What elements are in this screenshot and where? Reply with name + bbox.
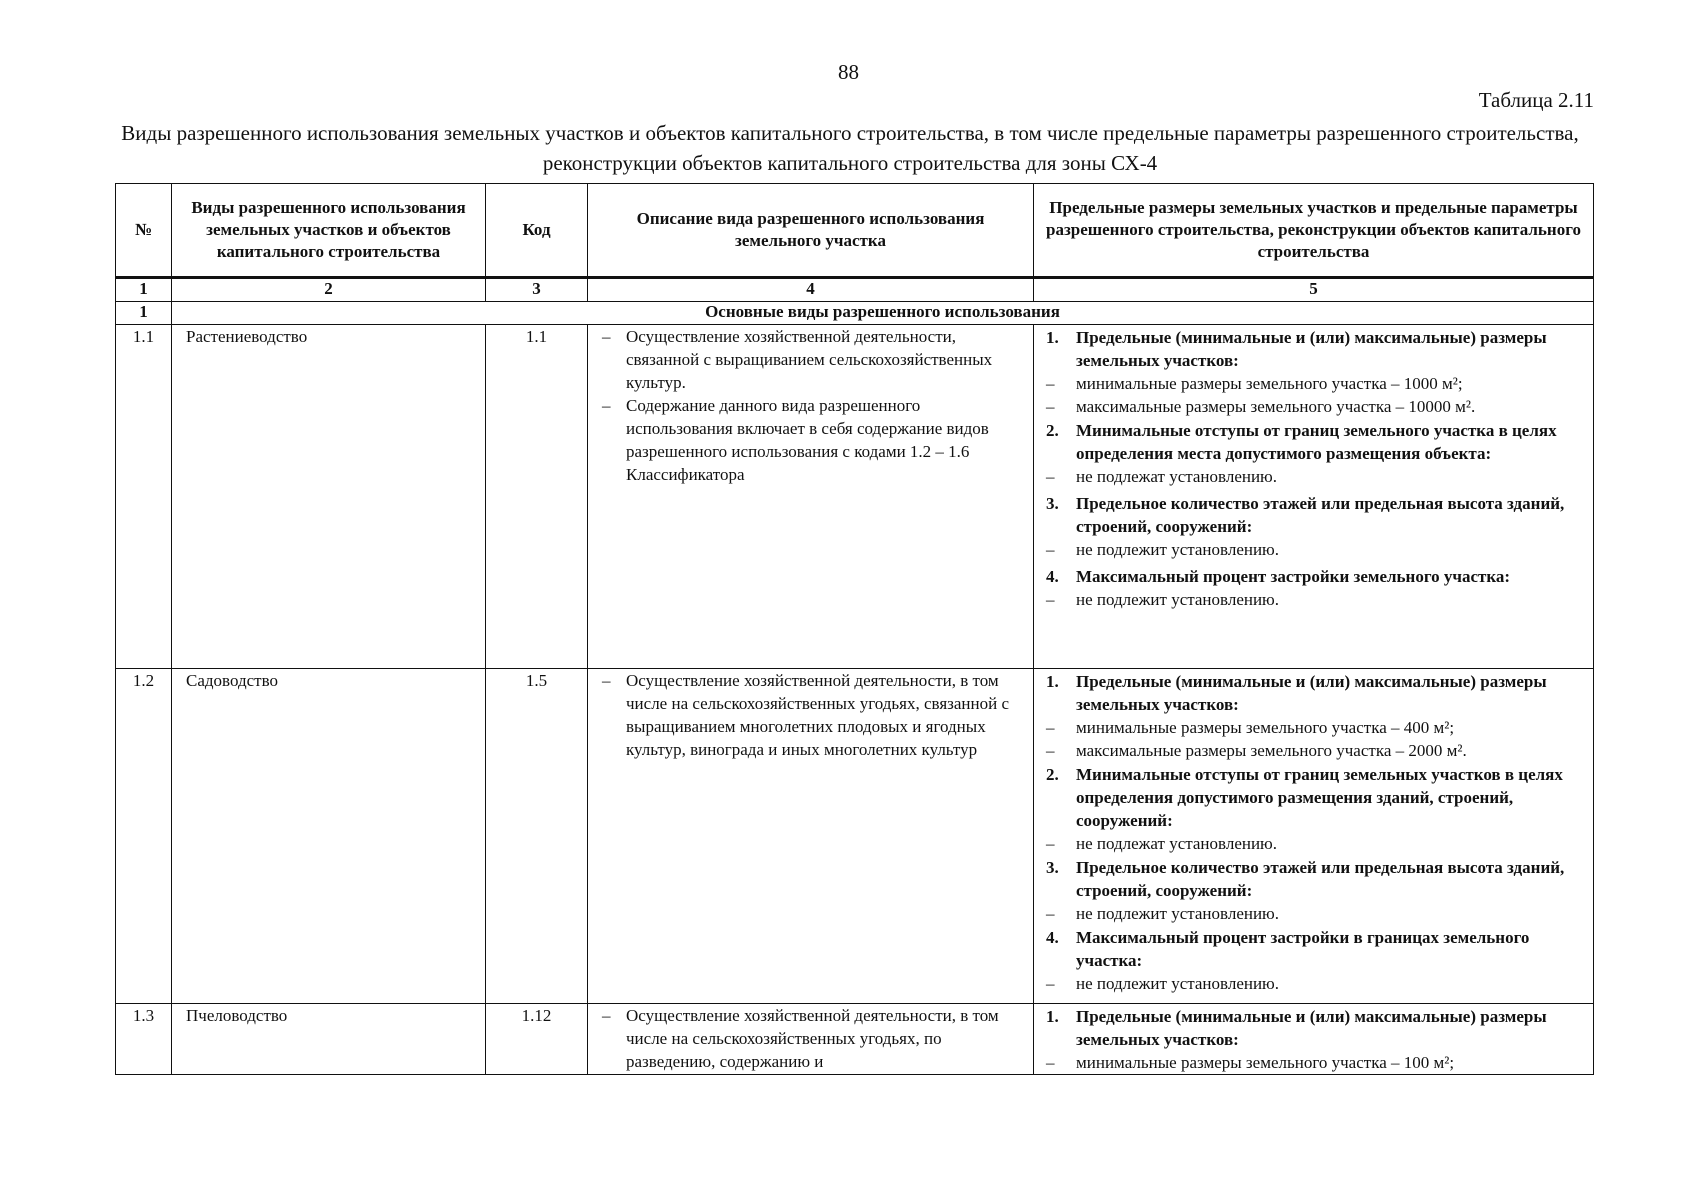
param-heading: Предельное количество этажей или предельная высота зданий, строений, сооружений:: [1076, 858, 1565, 900]
column-number: 4: [588, 278, 1034, 302]
description-item: – Осуществление хозяйственной деятельности, в том числе на сельскохозяйственных угодьях, по разведению, содержанию и: [596, 1004, 1025, 1073]
row-name: Пчеловодство: [172, 1004, 486, 1075]
param-item: – максимальные размеры земельного участка – 10000 м².: [1046, 395, 1587, 418]
param-item: – минимальные размеры земельного участка – 400 м²;: [1046, 716, 1587, 739]
section-row: [116, 302, 1594, 325]
page-number: 88: [838, 60, 859, 84]
param-number: 1.: [1046, 1007, 1059, 1026]
table-header-row: [116, 184, 1594, 278]
regulations-table: [115, 183, 1594, 1075]
param-number: 1.: [1046, 672, 1059, 691]
column-number: 1: [116, 278, 172, 302]
row-description: [588, 669, 1034, 1004]
param-heading: Предельные (минимальные и (или) максимальные) размеры земельных участков:: [1076, 672, 1547, 714]
description-item: – Осуществление хозяйственной деятельности, связанной с выращиванием сельскохозяйственных культур.: [596, 325, 1025, 394]
description-item: – Содержание данного вида разрешенного использования включает в себя содержание видов разрешенного использования с кодами 1.2 – 1.6 Классификатора: [596, 394, 1025, 486]
param-item: – не подлежит установлению.: [1046, 588, 1587, 611]
row-name: Растениеводство: [172, 325, 486, 669]
param-item: – не подлежат установлению.: [1046, 465, 1587, 488]
row-params: [1034, 669, 1594, 1004]
param-heading: Минимальные отступы от границ земельного участка в целях определения места допустимого размещения объекта:: [1076, 421, 1557, 463]
table-row: [116, 1004, 1594, 1075]
param-item: – не подлежит установлению.: [1046, 902, 1587, 925]
table-label: Таблица 2.11: [1478, 88, 1594, 112]
row-description: [588, 1004, 1034, 1075]
header-params: Предельные размеры земельных участков и предельные параметры разрешенного строительства, реконструкции объектов капитального строительства: [1034, 184, 1594, 278]
param-item: – максимальные размеры земельного участка – 2000 м².: [1046, 739, 1587, 762]
param-number: 3.: [1046, 858, 1059, 877]
header-code: Код: [486, 184, 588, 278]
row-number: 1.1: [116, 325, 172, 669]
table-row: [116, 325, 1594, 669]
param-item: – не подлежит установлению.: [1046, 538, 1587, 561]
section-title: Основные виды разрешенного использования: [172, 302, 1594, 325]
header-no: №: [116, 184, 172, 278]
param-item: – минимальные размеры земельного участка – 1000 м²;: [1046, 372, 1587, 395]
header-description: Описание вида разрешенного использования земельного участка: [588, 184, 1034, 278]
header-name: Виды разрешенного использования земельных участков и объектов капитального строительства: [172, 184, 486, 278]
param-heading: Максимальный процент застройки в границах земельного участка:: [1076, 928, 1530, 970]
param-number: 2.: [1046, 421, 1059, 440]
row-description: [588, 325, 1034, 669]
column-numbers-row: [116, 278, 1594, 302]
param-heading: Предельное количество этажей или предельная высота зданий, строений, сооружений:: [1076, 494, 1565, 536]
param-heading: Предельные (минимальные и (или) максимальные) размеры земельных участков:: [1076, 328, 1547, 370]
section-number: 1: [116, 302, 172, 325]
row-code: 1.1: [486, 325, 588, 669]
description-item: – Осуществление хозяйственной деятельности, в том числе на сельскохозяйственных угодьях, связанной с выращиванием многолетних плодовых и ягодных культур, винограда и иных многолетних культур: [596, 669, 1025, 761]
param-number: 2.: [1046, 765, 1059, 784]
row-number: 1.2: [116, 669, 172, 1004]
table-row: [116, 669, 1594, 1004]
document-title: Виды разрешенного использования земельных участков и объектов капитального строительства, в том числе предельные параметры разрешенного строительства, реконструкции объектов капитального строительства для зоны СХ-4: [121, 121, 1579, 175]
column-number: 2: [172, 278, 486, 302]
param-item: – не подлежит установлению.: [1046, 972, 1587, 995]
row-code: 1.12: [486, 1004, 588, 1075]
column-number: 3: [486, 278, 588, 302]
param-heading: Максимальный процент застройки земельного участка:: [1076, 567, 1511, 586]
row-params: [1034, 325, 1594, 669]
row-params: [1034, 1004, 1594, 1075]
param-item: – минимальные размеры земельного участка – 100 м²;: [1046, 1051, 1587, 1074]
param-heading: Минимальные отступы от границ земельных участков в целях определения допустимого размещения зданий, строений, сооружений:: [1076, 765, 1563, 830]
param-number: 3.: [1046, 494, 1059, 513]
param-heading: Предельные (минимальные и (или) максимальные) размеры земельных участков:: [1076, 1007, 1547, 1049]
param-number: 1.: [1046, 328, 1059, 347]
param-item: – не подлежат установлению.: [1046, 832, 1587, 855]
row-name: Садоводство: [172, 669, 486, 1004]
param-number: 4.: [1046, 567, 1059, 586]
param-number: 4.: [1046, 928, 1059, 947]
row-code: 1.5: [486, 669, 588, 1004]
row-number: 1.3: [116, 1004, 172, 1075]
column-number: 5: [1034, 278, 1594, 302]
